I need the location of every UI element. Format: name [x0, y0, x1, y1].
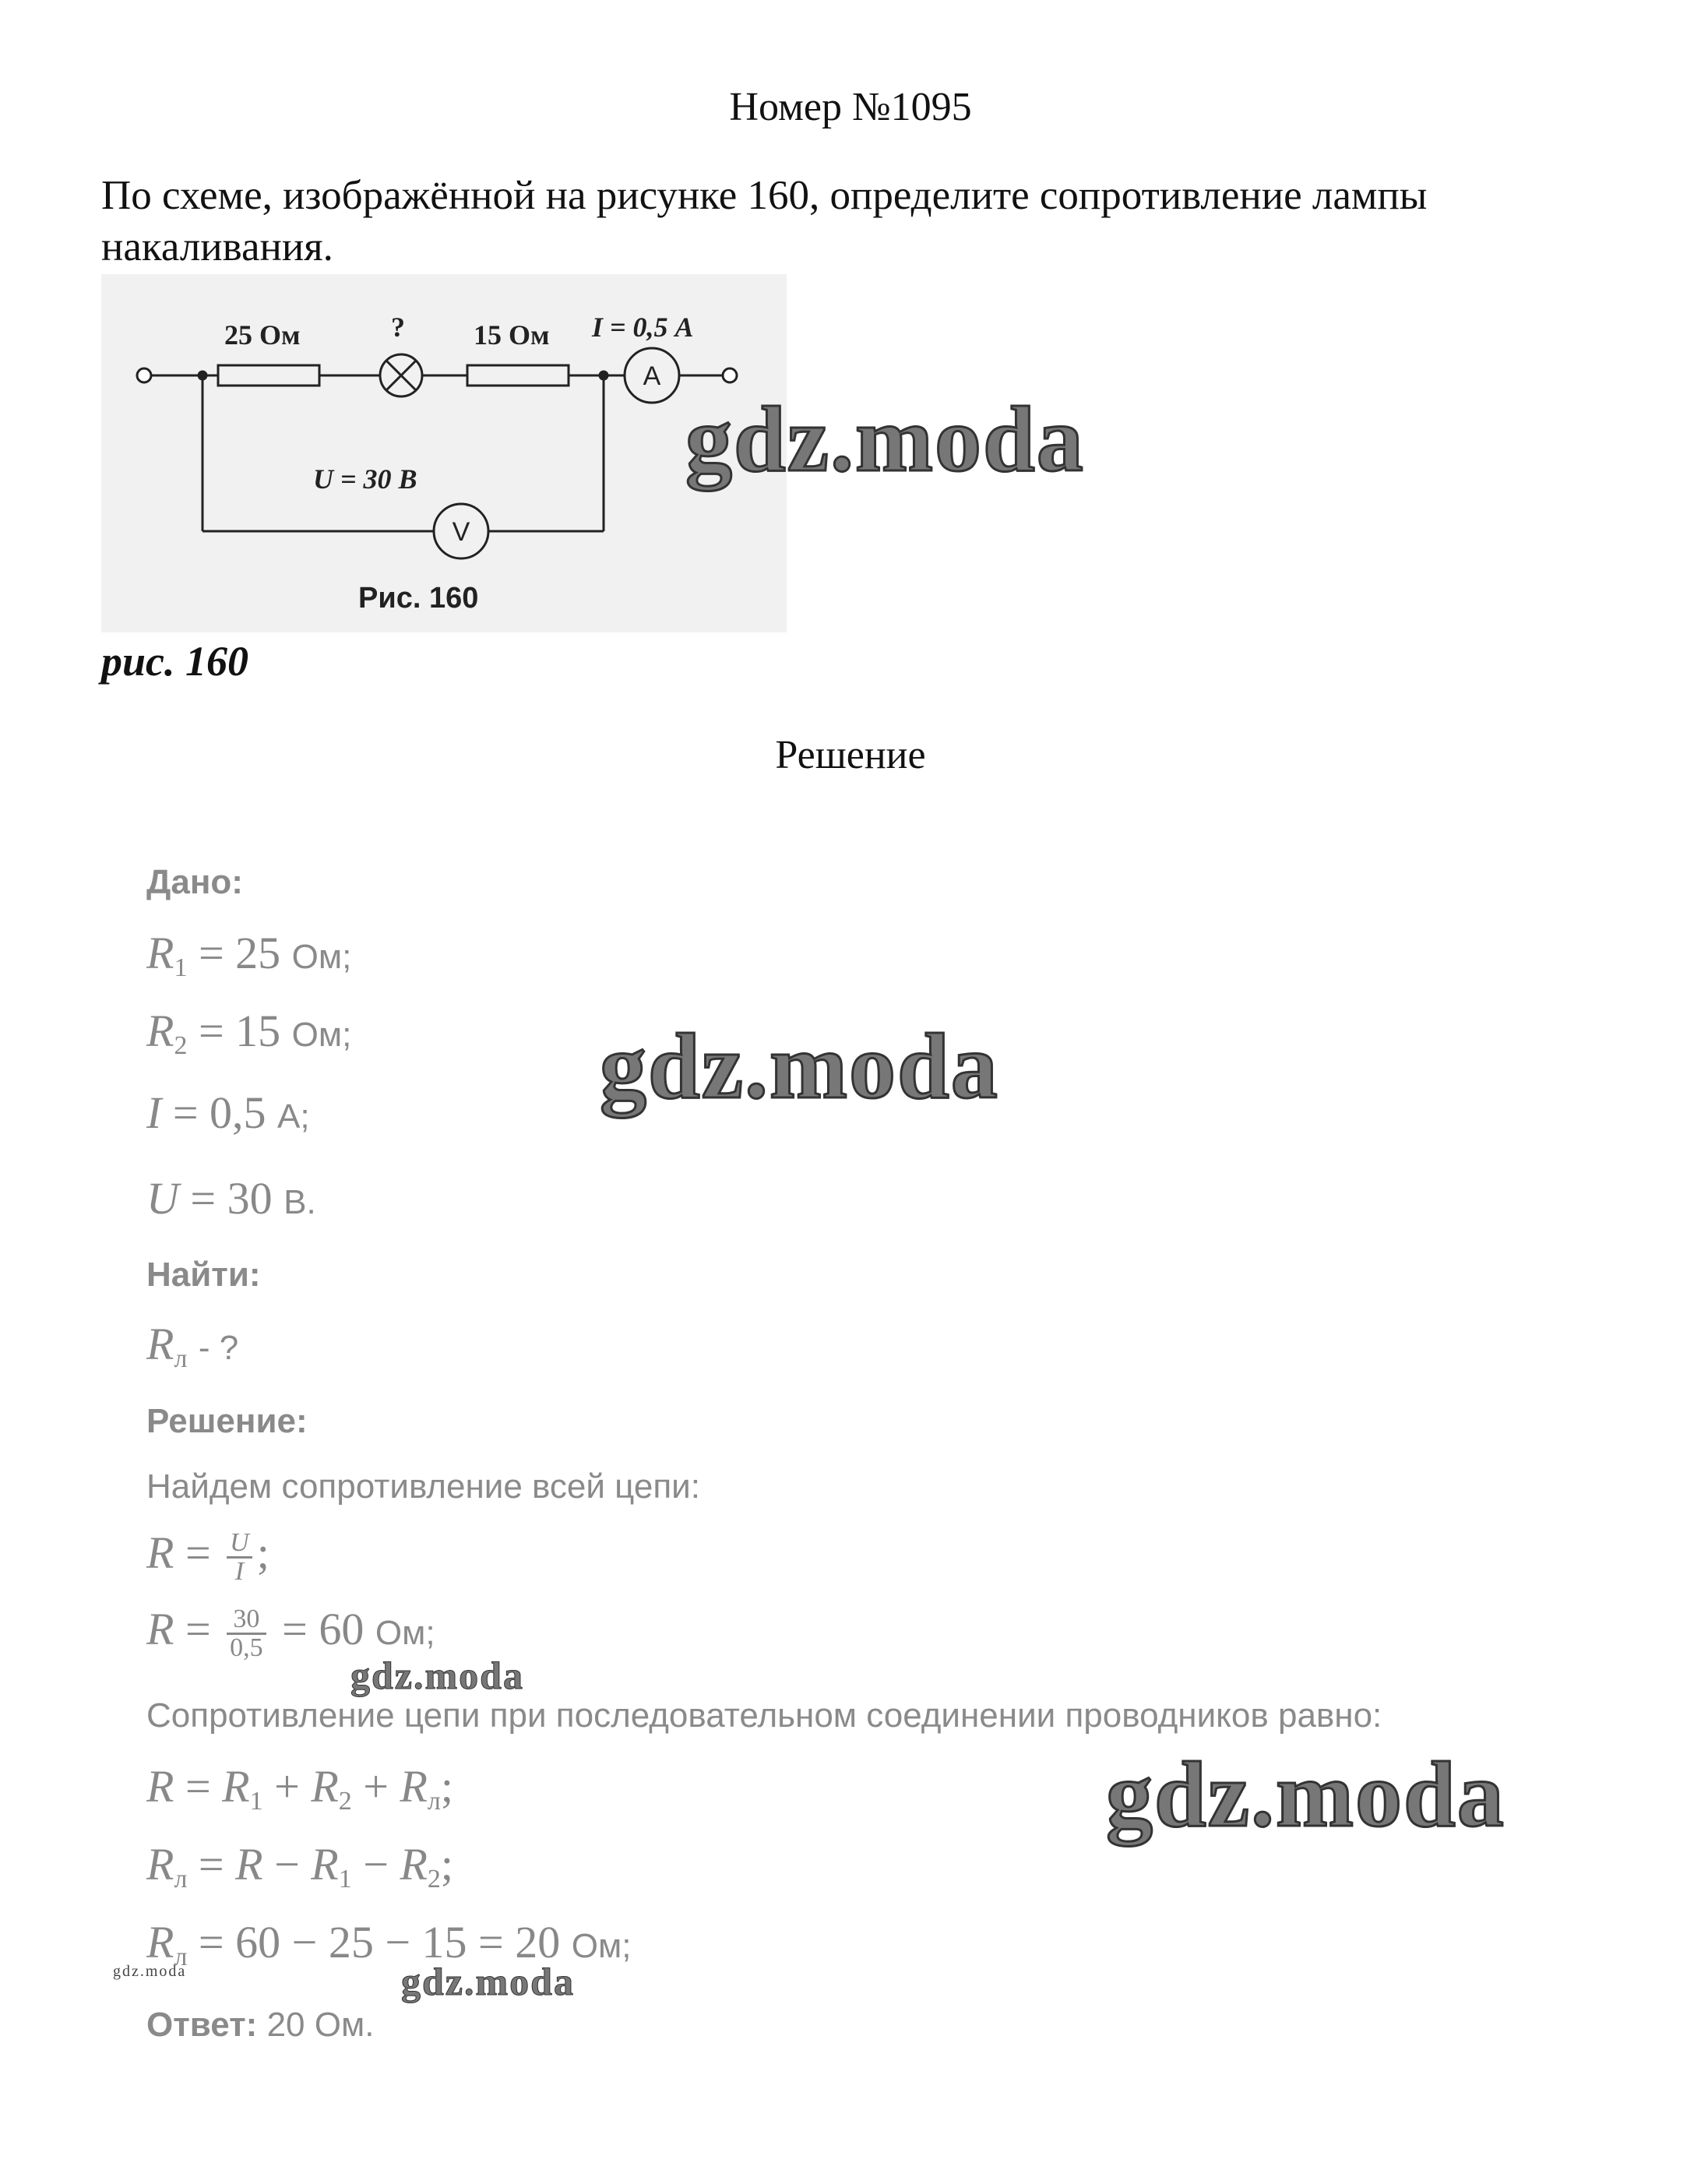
solution-label: Решение: — [146, 1402, 308, 1440]
resistor-r2 — [467, 365, 569, 386]
lamp-icon — [380, 354, 422, 396]
answer-label: Ответ: — [146, 2006, 258, 2044]
problem-text: По схеме, изображённой на рисунке 160, определите сопротивление лампы накаливания. — [101, 173, 1428, 269]
formula-rl: $R_л = R - R_1 - R_2$; — [146, 1839, 453, 1893]
figure-caption: рис. 160 — [101, 638, 248, 685]
watermark: gdz.moda — [1106, 1742, 1506, 1846]
watermark: gdz.moda — [350, 1654, 524, 1697]
solution-heading: Решение — [775, 733, 926, 777]
r-unit: Ом; — [375, 1614, 435, 1652]
find-label: Найти: — [146, 1256, 261, 1294]
rl-unit: Ом; — [571, 1927, 632, 1965]
resistor-r1 — [218, 365, 319, 386]
watermark: gdz.moda — [685, 387, 1085, 491]
r2-label: 15 Ом — [474, 319, 550, 350]
answer-value: 20 Ом. — [266, 2006, 375, 2044]
given-r2: $R_2 = 15$ Ом; — [146, 1006, 352, 1060]
given-i-unit: А; — [277, 1097, 310, 1136]
voltmeter-symbol: V — [452, 517, 470, 547]
voltage-label: U = 30 В — [313, 463, 417, 495]
watermark: gdz.moda — [401, 1960, 575, 2003]
formula-series: $R = R_1 + R_2 + R_л$; — [146, 1761, 453, 1816]
formula-r-ui: R = $\frac{U}{I}$ ; — [146, 1527, 269, 1587]
step2-text: Сопротивление цепи при последовательном соединении проводников равно: — [146, 1696, 1382, 1735]
figure-inner-caption: Рис. 160 — [358, 582, 479, 615]
step1-text: Найдем сопротивление всей цепи: — [146, 1467, 700, 1506]
given-current: I = 0,5 А; — [146, 1087, 310, 1138]
circuit-diagram — [101, 274, 787, 632]
answer — [146, 2006, 374, 2045]
given-voltage: U = 30 В. — [146, 1173, 316, 1224]
find-expression-text: - ? — [198, 1329, 239, 1367]
find-expression: $R_л$ - ? — [146, 1319, 239, 1373]
r1-label: 25 Ом — [224, 319, 301, 350]
watermark: gdz.moda — [600, 1014, 999, 1118]
terminal-left — [137, 368, 151, 382]
terminal-right — [723, 368, 737, 382]
given-u-unit: В. — [284, 1183, 316, 1221]
given-label: Дано: — [146, 863, 243, 901]
formula-rl-value: $R_л = 60 - 25 - 15 = 20$ Ом; — [146, 1917, 632, 1971]
given-r1: $R_1 = 25$ Ом; — [146, 928, 352, 982]
watermark-small: gdz.moda — [113, 1963, 187, 1980]
ammeter-symbol: A — [643, 361, 661, 391]
current-label: I = 0,5 А — [592, 312, 694, 343]
lamp-label: ? — [391, 312, 405, 343]
circuit-figure — [101, 274, 787, 632]
formula-r-value: R = $\frac{30}{0,5}$ = 60 Ом; — [146, 1604, 435, 1663]
page-title: Номер №1095 — [729, 85, 972, 129]
given-r2-unit: Ом; — [291, 1016, 352, 1054]
given-r1-unit: Ом; — [291, 938, 352, 976]
